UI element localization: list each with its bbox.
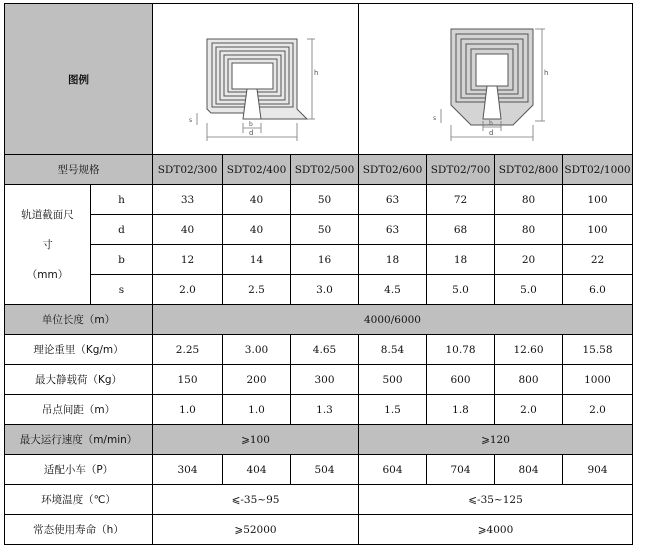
value-cell: 404 (223, 455, 291, 485)
section-label-line-1: 轨道截面尺 (21, 208, 74, 221)
dim-row-h (5, 185, 633, 215)
value-cell: 8.54 (359, 335, 427, 365)
value-cell: 12 (153, 245, 223, 275)
value-cell: 16 (291, 245, 359, 275)
model-cell: SDT02/700 (427, 155, 495, 185)
model-cell: SDT02/400 (223, 155, 291, 185)
d-label-right: d (488, 129, 493, 137)
value-cell: 200 (223, 365, 291, 395)
value-cell: 15.58 (563, 335, 633, 365)
life-label: 常态使用寿命（h） (5, 515, 153, 545)
value-cell: 40 (153, 215, 223, 245)
value-cell: 704 (427, 455, 495, 485)
value-cell: 2.5 (223, 275, 291, 305)
section-label (5, 185, 91, 305)
s-label: s (188, 117, 192, 124)
max-speed-row (5, 425, 633, 455)
max-speed-label: 最大运行速度（m/min） (5, 425, 153, 455)
value-cell: 80 (495, 185, 563, 215)
value-cell: 2.0 (495, 395, 563, 425)
rail-section-diagram-left (181, 9, 331, 149)
rail-diagram-cell-left (153, 4, 359, 155)
model-cell: SDT02/600 (359, 155, 427, 185)
value-cell: 2.0 (153, 275, 223, 305)
value-cell: 504 (291, 455, 359, 485)
value-cell: 300 (291, 365, 359, 395)
section-label-line-2: 寸 (42, 238, 53, 251)
rail-section-diagram-right (421, 9, 571, 149)
b-label-right: b (488, 120, 493, 127)
value-cell: 63 (359, 215, 427, 245)
value-cell: 22 (563, 245, 633, 275)
dim-row-b (5, 245, 633, 275)
temperature-value-a: ⩽-35~95 (153, 485, 359, 515)
dim-label: h (91, 185, 153, 215)
dim-label: s (91, 275, 153, 305)
temperature-value-b: ⩽-35~125 (359, 485, 633, 515)
value-cell: 604 (359, 455, 427, 485)
dim-row-s (5, 275, 633, 305)
hanger-row (5, 395, 633, 425)
hanger-label: 吊点间距（m） (5, 395, 153, 425)
unit-length-label: 单位长度（m） (5, 305, 153, 335)
model-cell: SDT02/1000 (563, 155, 633, 185)
value-cell: 68 (427, 215, 495, 245)
value-cell: 804 (495, 455, 563, 485)
value-cell: 80 (495, 215, 563, 245)
value-cell: 1.3 (291, 395, 359, 425)
value-cell: 100 (563, 215, 633, 245)
model-cell: SDT02/300 (153, 155, 223, 185)
value-cell: 50 (291, 185, 359, 215)
value-cell: 10.78 (427, 335, 495, 365)
value-cell: 2.0 (563, 395, 633, 425)
b-label: b (248, 121, 253, 128)
legend-row (5, 4, 633, 155)
h-label: h (313, 69, 318, 77)
value-cell: 1000 (563, 365, 633, 395)
max-speed-value-b: ⩾120 (359, 425, 633, 455)
trolley-label: 适配小车（P） (5, 455, 153, 485)
value-cell: 2.25 (153, 335, 223, 365)
model-label: 型号规格 (5, 155, 153, 185)
model-cell: SDT02/500 (291, 155, 359, 185)
h-label-right: h (543, 69, 548, 77)
d-label: d (248, 129, 253, 137)
weight-row (5, 335, 633, 365)
value-cell: 1.0 (153, 395, 223, 425)
rail-diagram-cell-right (359, 4, 633, 155)
legend-label: 图例 (5, 4, 153, 155)
section-label-line-3: （mm） (26, 268, 69, 281)
value-cell: 500 (359, 365, 427, 395)
value-cell: 5.0 (495, 275, 563, 305)
weight-label: 理论重里（Kg/m） (5, 335, 153, 365)
value-cell: 40 (223, 185, 291, 215)
value-cell: 150 (153, 365, 223, 395)
unit-length-value: 4000/6000 (153, 305, 633, 335)
model-cell: SDT02/800 (495, 155, 563, 185)
dim-label: b (91, 245, 153, 275)
value-cell: 33 (153, 185, 223, 215)
value-cell: 14 (223, 245, 291, 275)
value-cell: 72 (427, 185, 495, 215)
value-cell: 4.5 (359, 275, 427, 305)
unit-length-row (5, 305, 633, 335)
value-cell: 5.0 (427, 275, 495, 305)
value-cell: 904 (563, 455, 633, 485)
value-cell: 20 (495, 245, 563, 275)
trolley-row (5, 455, 633, 485)
value-cell: 18 (427, 245, 495, 275)
value-cell: 800 (495, 365, 563, 395)
value-cell: 40 (223, 215, 291, 245)
model-header-row (5, 155, 633, 185)
value-cell: 18 (359, 245, 427, 275)
dim-row-d (5, 215, 633, 245)
max-load-label: 最大静载荷（Kg） (5, 365, 153, 395)
life-value-a: ⩾52000 (153, 515, 359, 545)
spec-table (4, 3, 633, 545)
temperature-row (5, 485, 633, 515)
value-cell: 1.5 (359, 395, 427, 425)
value-cell: 50 (291, 215, 359, 245)
value-cell: 6.0 (563, 275, 633, 305)
dim-label: d (91, 215, 153, 245)
value-cell: 12.60 (495, 335, 563, 365)
value-cell: 3.00 (223, 335, 291, 365)
spec-sheet (4, 3, 633, 545)
value-cell: 600 (427, 365, 495, 395)
life-value-b: ⩾4000 (359, 515, 633, 545)
life-row (5, 515, 633, 545)
max-speed-value-a: ⩾100 (153, 425, 359, 455)
value-cell: 1.8 (427, 395, 495, 425)
value-cell: 63 (359, 185, 427, 215)
value-cell: 100 (563, 185, 633, 215)
value-cell: 1.0 (223, 395, 291, 425)
temperature-label: 环境温度（℃） (5, 485, 153, 515)
value-cell: 304 (153, 455, 223, 485)
value-cell: 4.65 (291, 335, 359, 365)
max-load-row (5, 365, 633, 395)
value-cell: 3.0 (291, 275, 359, 305)
s-label-right: s (432, 115, 436, 122)
